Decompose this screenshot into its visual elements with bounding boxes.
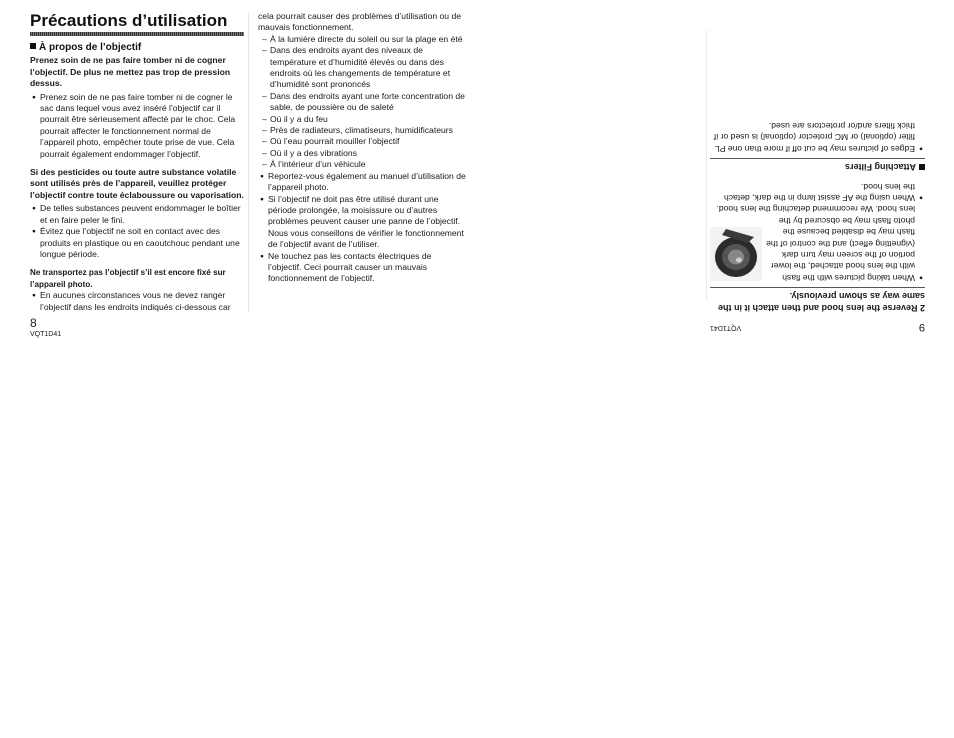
section-rule	[710, 158, 925, 159]
section-heading-text: Attaching Filters	[844, 162, 916, 173]
bullet-item: ● When using the AF assist lamp in the dark, detach the lens hood.	[710, 180, 925, 203]
square-bullet-icon	[919, 164, 925, 170]
step-rule	[710, 287, 925, 288]
section-heading	[30, 42, 244, 53]
right-page-edge	[706, 30, 707, 300]
left-column	[30, 10, 244, 339]
bullet-item: ● Évitez que l’objectif ne soit en contact avec des produits en plastique ou en caoutchouc pendant une longue période.	[30, 226, 244, 260]
section-heading-filters	[710, 161, 925, 172]
dash-item: – Où il y a des vibrations	[258, 148, 466, 159]
dash-item: – Où l’eau pourrait mouiller l’objectif	[258, 136, 466, 147]
dash-item: – À la lumière directe du soleil ou sur la plage en été	[258, 34, 466, 45]
bullet-item: ● Edges of pictures may be cut off if more than one PL filter (optional) or MC protector (optional) is used or if thick filters and/or protectors are used.	[710, 120, 925, 154]
bold-warning-1: Prenez soin de ne pas faire tomber ni de cogner l’objectif. De plus ne mettez pas trop de pression dessus.	[30, 55, 231, 89]
bullet-item: ● Reportez-vous également au manuel d’utilisation de l’appareil photo.	[258, 171, 466, 194]
section-heading-text: À propos de l’objectif	[39, 42, 142, 53]
upside-down-english-page	[710, 14, 925, 332]
page-title: Précautions d’utilisation	[30, 11, 228, 30]
continued-text: cela pourrait causer des problèmes d’utilisation ou de mauvais fonctionnement.	[258, 11, 462, 33]
step-instruction: 2 Reverse the lens hood and then attach it in the same way as shown previously.	[717, 291, 925, 313]
middle-column	[258, 11, 466, 285]
dash-item: – Près de radiateurs, climatiseurs, humidificateurs	[258, 125, 466, 136]
dash-item: – Où il y a du feu	[258, 114, 466, 125]
dash-item: – Dans des endroits ayant des niveaux de température et d’humidité élevés ou dans des endroits où les changements de température et d’humidité sont prononcés	[258, 45, 466, 91]
right-page-header	[710, 321, 925, 332]
document-code: VQT1D41	[30, 330, 62, 338]
title-rule	[30, 32, 244, 36]
page-number: 8	[30, 315, 37, 330]
bullet-item: ● When taking pictures with the flash with the lens hood attached, the lower portion of the screen may turn dark (vignetting effect) and the control of the flash may be disabled because the photo flash may be obscured by the lens hood. We recommend detaching the lens hood.	[710, 203, 925, 283]
column-divider	[248, 12, 249, 312]
lens-hood-photo-icon	[710, 227, 762, 281]
right-page-number: 9	[918, 321, 925, 333]
dash-item: – Dans des endroits ayant une forte concentration de sable, de poussière ou de saleté	[258, 91, 466, 114]
bullet-item: ● De telles substances peuvent endommager le boîtier et en faire peler le fini.	[30, 203, 244, 226]
bullet-item: ● Prenez soin de ne pas faire tomber ni de cogner le sac dans lequel vous avez inséré l’objectif car il pourrait être sérieusement affecté par le choc. Cela pourrait affecter le fonctionnement normal de l’appareil photo, empêcher toute prise de vue. Cela pourrait également endommager l’objectif.	[30, 92, 244, 160]
right-document-code: VQT1D41	[710, 324, 742, 331]
bullet-item: ● Si l’objectif ne doit pas être utilisé durant une période prolongée, la moisissure ou d’autres problèmes peuvent causer une panne de l’objectif. Nous vous conseillons de vérifier le fonctionnement de l’objectif avant de l’utiliser.	[258, 194, 466, 251]
bullet-item: ● Ne touchez pas les contacts électriques de l’objectif. Ceci pourrait causer un mauvais fonctionnement de l’objectif.	[258, 251, 466, 285]
bullet-item: ● En aucunes circonstances vous ne devez ranger l’objectif dans les endroits indiqués ci-dessous car	[30, 290, 244, 313]
square-bullet-icon	[30, 43, 36, 49]
bold-warning-3: Ne transportez pas l’objectif s’il est encore fixé sur l’appareil photo.	[30, 268, 226, 289]
dash-item: – À l’intérieur d’un véhicule	[258, 159, 466, 170]
bold-warning-2: Si des pesticides ou toute autre substance volatile sont utilisés près de l’appareil, veuillez protéger l’objectif contre toute éclaboussure ou vaporisation.	[30, 167, 244, 200]
